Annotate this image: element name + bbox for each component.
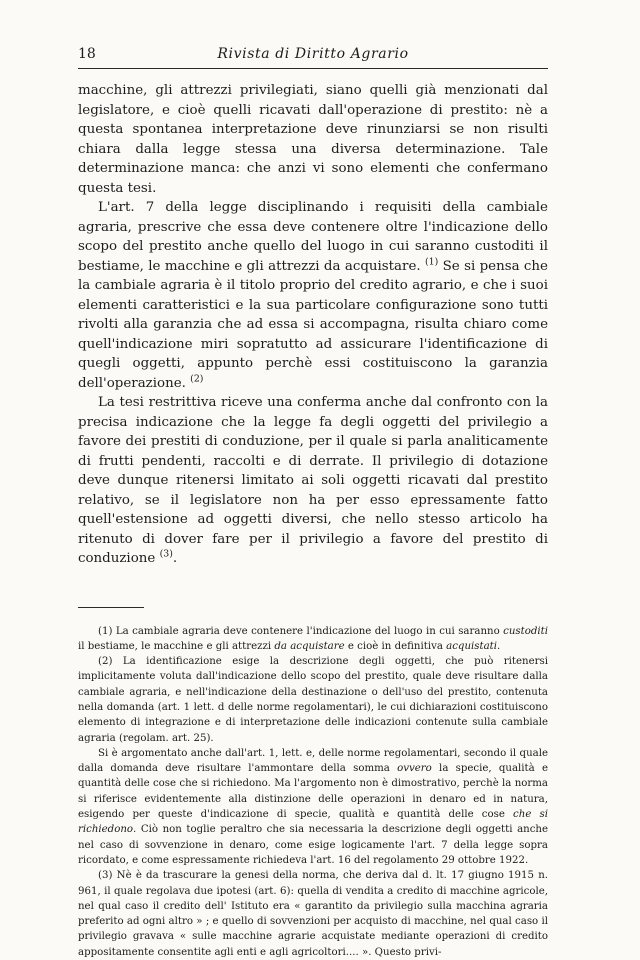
footnotes [78,624,548,960]
footnote-text: Si è argomentato anche dall'art. 1, lett. e, delle norme regolamentari, secondo il quale dalla domanda deve risultare l'ammontare della somma [78,748,548,774]
paragraph-text: . [173,551,177,566]
paragraph-text: L'art. 7 della legge disciplinando i requisiti della cambiale agraria, prescrive che essa deve contenere oltre l'indicazione dello scopo del prestito anche quello del luogo in cui saranno custoditi il bestiame, le macchine e gli attrezzi da acquistare. [78,200,548,274]
footnote-emphasis: custoditi [503,626,548,637]
paragraph-text: Se si pensa che la cambiale agraria è il titolo proprio del credito agrario, e che i suoi elementi caratteristici e la sua particolare configurazione sono tutti rivolti alla garanzia che ad essa si accompagna, risulta chiaro come quell'indicazione miri sopratutto ad assicurare l'identificazione di quegli oggetti, appunto perchè essi costituiscono la garanzia dell'operazione. [78,259,548,391]
footnote: (2) La identificazione esige la descrizione degli oggetti, che può ritenersi implicitamente voluta dall'indicazione dello scopo del prestito, quale deve risultare dalla cambiale agraria, e nell'indicazione della destinazione o dell'uso del prestito, contenuta nella domanda (art. 1 lett. d delle norme regolamentari), le cui dichiarazioni costituiscono elemento di integrazione e di interpretazione delle indicazioni contenute sulla cambiale agraria (regolam. art. 25). [78,654,548,746]
running-title: Rivista di Diritto Agrario [217,46,408,62]
footnote-emphasis: che si richiedono [78,809,548,835]
footnote: (3) Nè è da trascurare la genesi della norma, che deriva dal d. lt. 17 giugno 1915 n. 961, il quale regolava due ipotesi (art. 6): quella di vendita a credito di macchine agricole, nel qual caso il credito dell' Istituto era « garantito da privilegio sulla macchina agraria preferito ad ogni altro » ; e quello di sovvenzioni per acquisto di macchine, nel qual caso il privilegio gravava « sulle macchine agrarie acquistate mediante operazioni di credito appositamente consentite agli enti e agli agricoltori.... ». Questo privi- [78,868,548,960]
footnote-text: e cioè in definitiva [345,641,447,652]
footnote-text: . Ciò non toglie peraltro che sia necessaria la descrizione degli oggetti anche nel caso di sovvenzione in denaro, come esige logicamente l'art. 7 della legge sopra ricordato, e come espressamente richiedeva l'art. 16 del regolamento 29 ottobre 1922. [78,824,548,866]
footnote-text: (1) La cambiale agraria deve contenere l'indicazione del luogo in cui saranno [98,626,503,637]
footnote-ref: (1) [425,256,438,267]
page [78,46,548,960]
footnote-emphasis: acquistati [446,641,497,652]
paragraph: macchine, gli attrezzi privilegiati, siano quelli già menzionati dal legislatore, e cioè quelli ricavati dall'operazione di prestito: nè a questa spontanea interpretazione deve rinunziarsi se non risulti chiara dalla legge stessa una diversa determinazione. Tale determinazione manca: che anzi vi sono elementi che confermano questa tesi. [78,81,548,198]
footnote-ref: (3) [160,549,173,560]
footnote [78,624,548,655]
footnote-emphasis: da acquistare [274,641,344,652]
paragraph [78,393,548,569]
page-header [78,46,548,69]
page-number: 18 [78,46,108,62]
footnote-text: . [497,641,500,652]
body-text [78,81,548,569]
footnote-emphasis: ovvero [397,763,432,774]
paragraph-text: La tesi restrittiva riceve una conferma anche dal confronto con la precisa indicazione che la legge fa degli oggetti del privilegio a favore dei prestiti di conduzione, per il quale si parla analiticamente di frutti pendenti, raccolti e di derrate. Il privilegio di dotazione deve dunque ritenersi limitato ai soli oggetti ricavati dal prestito relativo, se il legislatore non ha per esso epressamente fatto quell'estensione ad oggetti diversi, che nello stesso articolo ha ritenuto di dover fare per il privilegio a favore del prestito di conduzione [78,395,548,566]
footnote-ref: (2) [190,373,203,384]
footnote-text: la specie, qualità e quantità delle cose che si richiedono. Ma l'argomento non è dimostrativo, perchè la norma si riferisce evidentemente alla distinzione delle operazioni in denaro ed in natura, esigendo per queste d'indicazione di specie, qualità e quantità delle cose [78,763,548,820]
footnote-divider [78,607,144,608]
footnote-text: il bestiame, le macchine e gli attrezzi [78,641,274,652]
footnote [78,746,548,868]
paragraph [78,198,548,393]
